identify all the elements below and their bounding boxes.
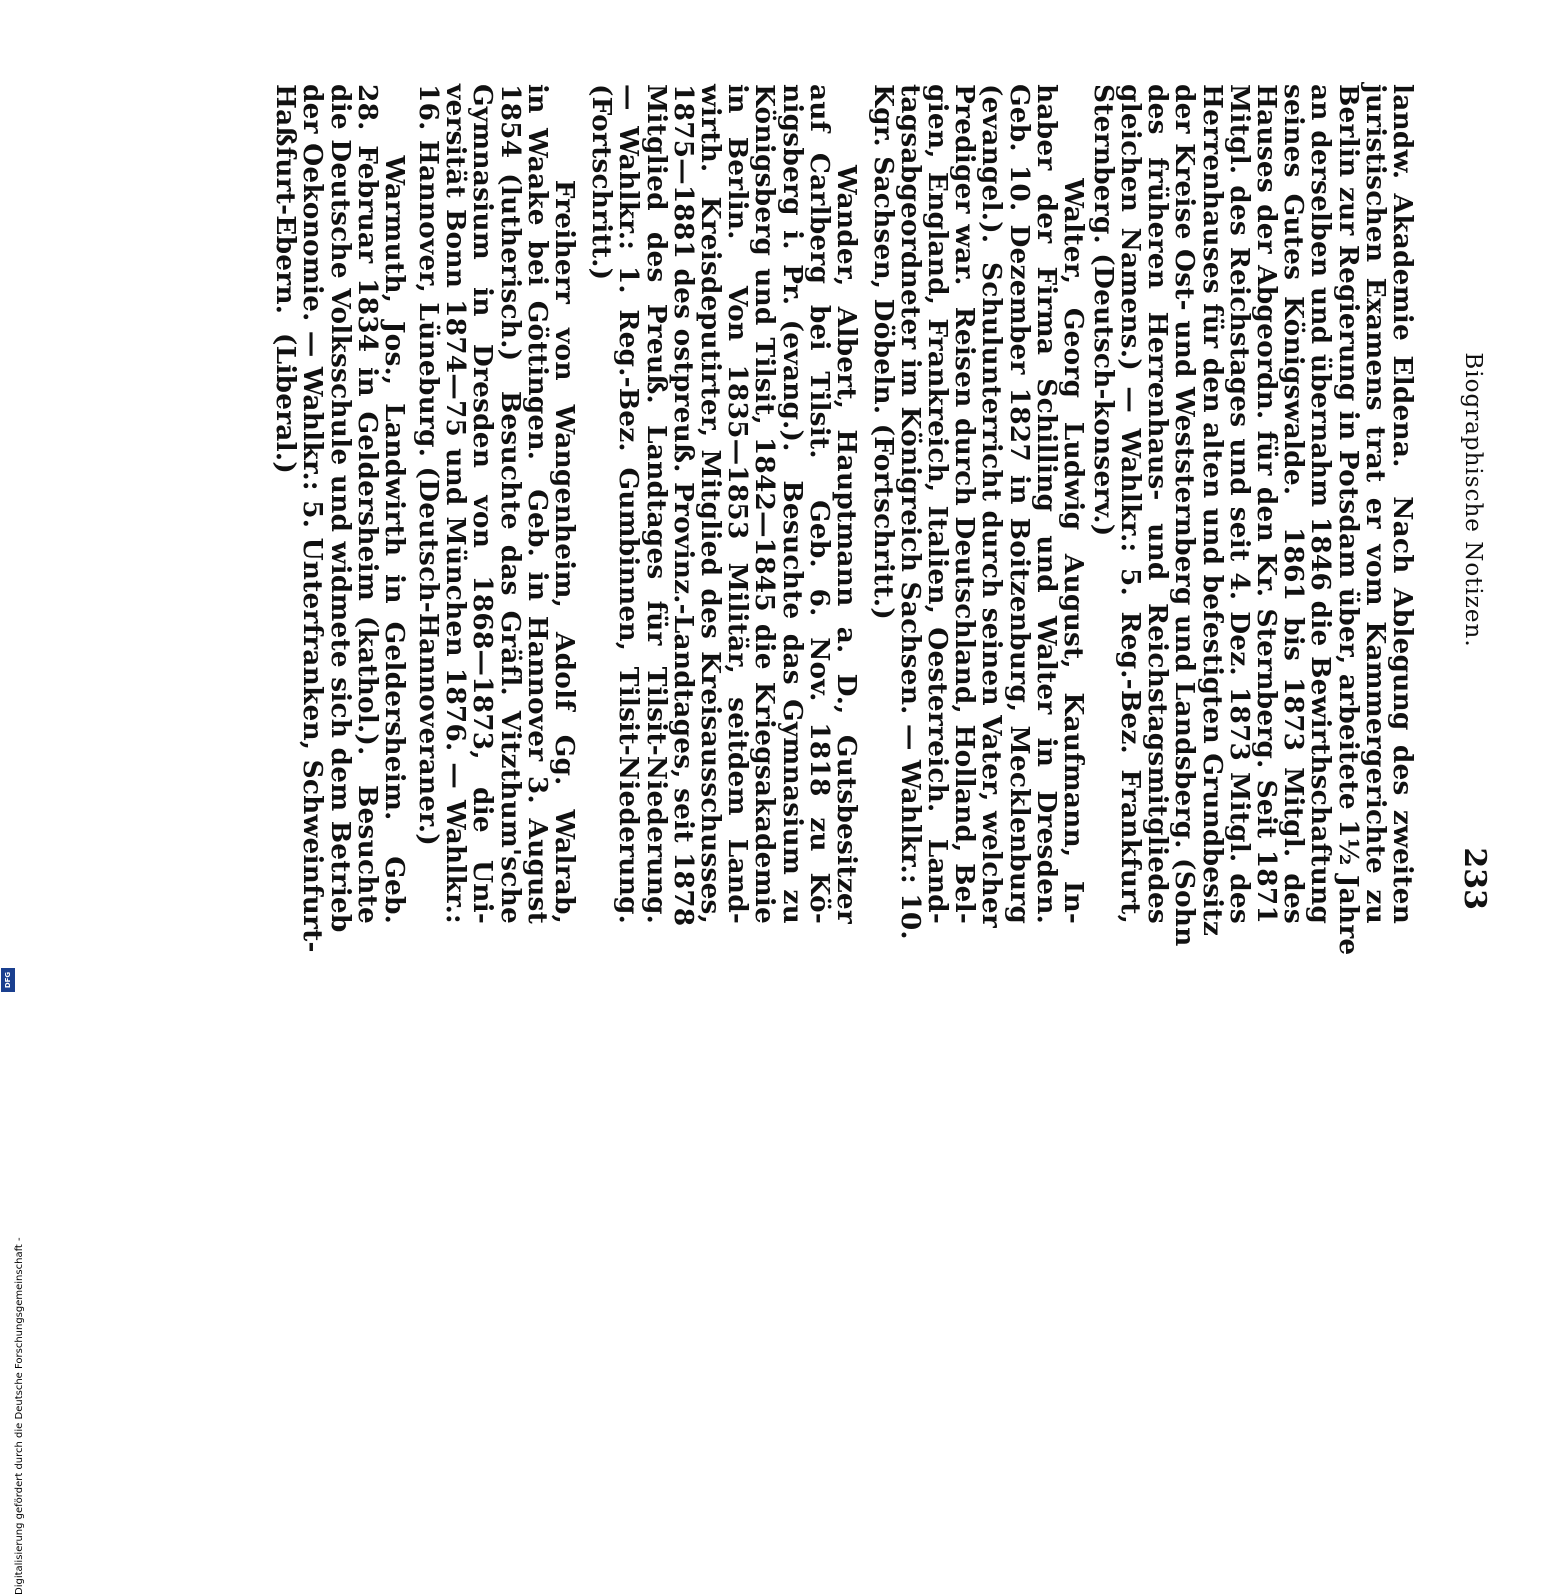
dfg-logo-text: DFG: [4, 971, 12, 989]
text-line: die Deutsche Volksschule und widmete sich dem Betrieb: [324, 84, 356, 933]
text-line: in Waake bei Göttingen. Geb. in Hannover 3. August: [521, 84, 553, 924]
text-line: — Wahlkr.: 1. Reg.-Bez. Gumbinnen, Tilsit-Niederung.: [613, 84, 645, 924]
text-line: Wander, Albert, Hauptmann a. D., Gutsbesitzer: [831, 84, 862, 924]
text-line: gleichen Namens.) — Wahlkr.: 5. Reg.-Bez. Frankfurt,: [1114, 84, 1146, 924]
text-line: 16. Hannover, Lüneburg. (Deutsch-Hannoveraner.): [412, 84, 444, 846]
text-line: tagsabgeordneter im Königreich Sachsen. — Wahlkr.: 10.: [894, 84, 926, 940]
text-line: auf Carlberg bei Tilsit. Geb. 6. Nov. 1818 zu Kö-: [803, 84, 835, 924]
text-line: Freiherr von Wangenheim, Adolf Gg. Walrab,: [549, 84, 580, 924]
text-line: in Berlin. Von 1835—1853 Militär, seitdem Land-: [722, 84, 754, 924]
text-line: nigsberg i. Pr. (evang.). Besuchte das Gymnasium zu: [776, 84, 808, 924]
paragraph-entry-warmuth: [270, 84, 410, 953]
text-line: Geb. 10. Dezember 1827 in Boitzenburg, Mecklenburg: [1003, 84, 1035, 924]
text-line: (Fortschritt.): [586, 84, 618, 281]
text-line: Gymnasium in Dresden von 1868—1873, die Uni-: [467, 84, 499, 924]
dfg-logo: [1, 968, 15, 992]
text-line: 1875—1881 des ostpreuß. Provinz.-Landtages, seit 1878: [667, 84, 699, 927]
text-line: Mitglied des Preuß. Landtages für Tilsit-Niederung.: [640, 84, 672, 924]
text-line: juristischen Examens trat er vom Kammergerichte zu: [1359, 84, 1391, 924]
text-line: landw. Akademie Eldena. Nach Ablegung des zweiten: [1387, 84, 1418, 924]
text-line: Kgr. Sachsen, Döbeln. (Fortschritt.): [867, 84, 899, 620]
text-line: gien, England, Frankreich, Italien, Oesterreich. Land-: [921, 84, 953, 924]
text-line: (evangel.). Schulunterricht durch seinen Vater, welcher: [976, 84, 1008, 928]
credit-text: Digitalisierung gefördert durch die Deutsche Forschungsgemeinschaft -: [14, 1237, 25, 1595]
text-line: Mitgl. des Reichstages und seit 4. Dez. 1873 Mitgl. des: [1223, 84, 1255, 924]
paragraph-entry-wander: [586, 84, 862, 927]
text-line: Sternberg. (Deutsch-konserv.): [1087, 84, 1119, 537]
paragraph-entry-1: [1087, 84, 1418, 956]
paragraph-entry-walter: [867, 84, 1089, 940]
text-line: Berlin zur Regierung in Potsdam über, arbeitete 1½ Jahre: [1332, 84, 1364, 956]
text-line: des früheren Herrenhaus- und Reichstagsmitgliedes: [1142, 84, 1174, 924]
text-line: Hauses der Abgeordn. für den Kr. Sternberg. Seit 1871: [1250, 84, 1282, 924]
page-number: 233: [1457, 847, 1492, 910]
running-title: Biographische Notizen.: [1460, 352, 1486, 648]
text-line: Königsberg und Tilsit, 1842—1845 die Kriegsakademie: [749, 84, 781, 924]
text-line: Herrenhauses für den alten und befestigten Grundbesitz: [1196, 84, 1228, 937]
text-line: wirth. Kreisdeputirter, Mitglied des Kreisausschusses,: [694, 84, 726, 924]
text-line: Prediger war. Reisen durch Deutschland, Holland, Bel-: [949, 84, 981, 924]
text-line: 1854 (lutherisch.) Besuchte das Gräfl. Vitzthum'sche: [494, 84, 526, 924]
text-line: der Kreise Ost- und Weststernberg und Landsberg. (Sohn: [1169, 84, 1201, 947]
digitization-credit: [0, 600, 25, 1595]
text-line: versität Bonn 1874—75 und München 1876. — Wahlkr.:: [440, 84, 472, 924]
text-line: Walter, Georg Ludwig August, Kaufmann, In-: [1058, 84, 1089, 924]
text-line: Warmuth, Jos., Landwirth in Geldersheim. Geb.: [379, 84, 410, 924]
paragraph-entry-wangenheim: [412, 84, 580, 924]
text-line: Haßfurt-Ebern. (Liberal.): [270, 84, 302, 474]
text-line: an derselben und übernahm 1846 die Bewirthschaftung: [1305, 84, 1337, 924]
text-line: 28. Februar 1834 in Geldersheim (kathol.). Besuchte: [351, 84, 383, 924]
text-line: der Oekonomie. — Wahlkr.: 5. Unterfranken, Schweinfurt-: [297, 84, 329, 953]
text-line: seines Gutes Königswalde. 1861 bis 1873 Mitgl. des: [1278, 84, 1310, 924]
text-line: haber der Firma Schilling und Walter in Dresden.: [1030, 84, 1062, 924]
